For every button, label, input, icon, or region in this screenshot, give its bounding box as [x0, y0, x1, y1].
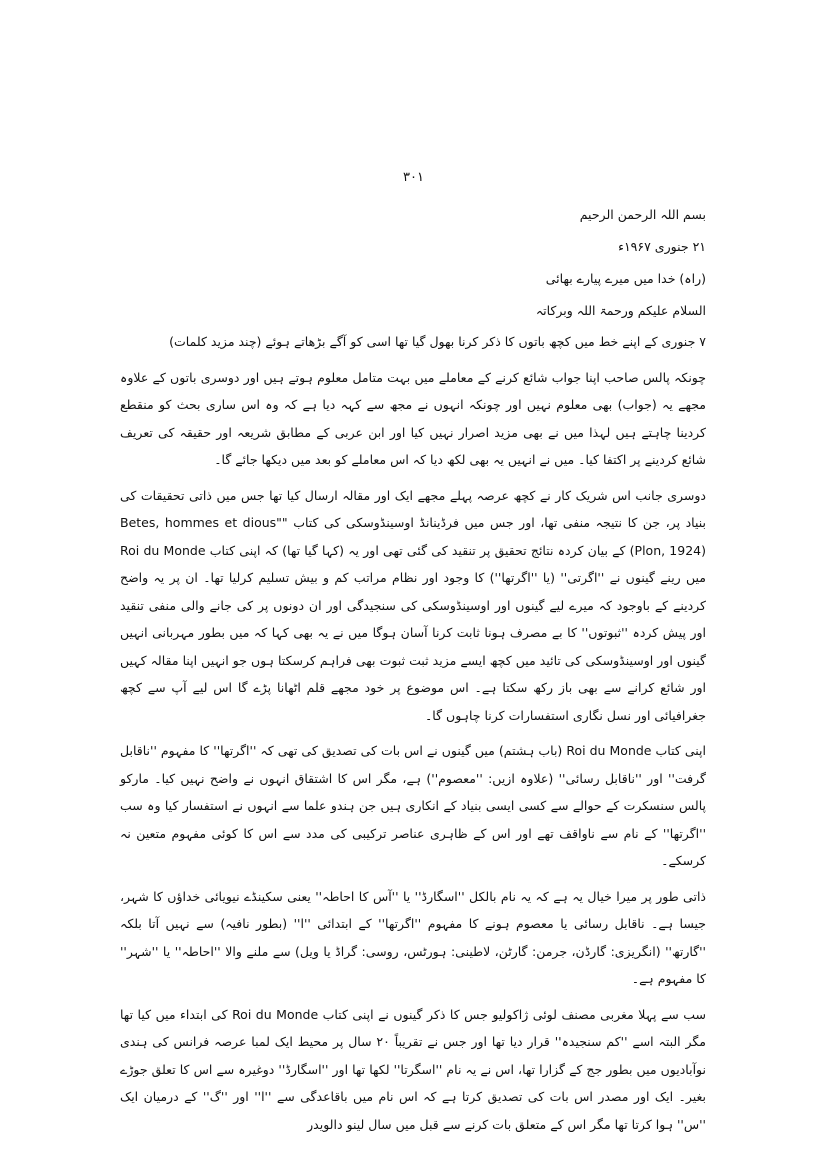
letter-greeting: السلام علیکم ورحمۃ اللہ وبرکاتہ: [535, 303, 706, 318]
paragraph: دوسری جانب اس شریک کار نے کچھ عرصہ پہلے مجھے ایک اور مقالہ ارسال کیا تھا جس میں ذاتی تحقیقات کی بنیاد پر، جن کا نتیجہ منفی تھا، اور جس میں فرڈینانڈ اوسینڈوسکی کی کتاب "Betes, hommes et dious" (Plon, 1924) کے بیان کردہ نتائج تحقیق پر تنقید کی گئی تھی اور یہ (کہا گیا تھا) کہ اپنی کتاب Roi du Monde میں رینے گینوں نے ''اگرتی'' (یا ''اگرتھا'') کا وجود اور نظام مراتب کم و بیش تسلیم کرلیا تھا۔ ان پر یہ واضح کردینے کے باوجود کہ میرے لیے گینوں اور اوسینڈوسکی کی سنجیدگی اور ان دونوں پر کی جانے والی منفی تنقید اور پیش کردہ ''ثبوتوں'' کا بے مصرف ہونا ثابت کرنا آسان ہوگا میں نے یہ بھی کہا کہ میں بطور مہربانی انہیں گینوں اور اوسینڈوسکی کی تائید میں کچھ ایسے مزید ثبت ثبوت بھی فراہم کرسکتا ہوں جو انہیں اپنا مقالہ کہیں اور شائع کرانے سے بھی باز رکھ سکتا ہے۔ اس موضوع پر خود مجھے قلم اٹھانا پڑے گا اس لیے آپ سے کچھ جغرافیائی اور نسل نگاری استفسارات کرنا چاہوں گا۔: [120, 487, 706, 723]
page-number: ۳۰۱: [403, 170, 424, 185]
paragraph: اپنی کتاب Roi du Monde (باب ہشتم) میں گینوں نے اس بات کی تصدیق کی تھی کہ ''اگرتھا'' کا مفہوم ''ناقابل گرفت'' اور ''ناقابل رسائی'' (علاوہ ازیں: ''معصوم'') ہے، مگر اس کا اشتقاق انہوں نے واضح نہیں کیا۔ مارکو پالس سنسکرت کے حوالے سے کسی ایسی بنیاد کے انکاری ہیں جن ہندو علما سے انہوں نے استفسار کیا وہ سب ''اگرتھا'' کے نام سے ناواقف تھے اور اس کے ظاہری عناصر ترکیبی کی مدد سے اس کا کوئی مفہوم متعین نہ کرسکے۔: [120, 743, 707, 868]
paragraph: ذاتی طور پر میرا خیال یہ ہے کہ یہ نام بالکل ''اسگارڈ'' یا ''آس کا احاطہ'' یعنی سکینڈے نیویائی خداؤں کا شہر، جیسا ہے۔ ناقابل رسائی یا معصوم ہونے کا مفہوم ''اگرتھا'' کے ابتدائی ''ا'' (بطور نافیہ) سے نہیں آتا بلکہ ''گارتھ'' (انگریزی: گارڈن، جرمن: گارٹن، لاطینی: ہورٹس، روسی: گراڈ یا ویل) سے ملنے والا ''احاطہ'' یا ''شہر'' کا مفہوم ہے۔: [120, 888, 706, 986]
letter-body: [120, 200, 706, 1146]
paragraph: سب سے پہلا مغربی مصنف لوئی ژاکولیو جس کا ذکر گینوں نے اپنی کتاب Roi du Monde کی ابتداء میں کیا تھا مگر البتہ اسے ''کم سنجیدہ'' قرار دیا تھا اور جس نے تقریباً ۲۰ سال پر محیط ایک لمبا عرصہ فرانس کی ہندی نوآبادیوں میں بطور جج کے گزارا تھا، اس نے یہ نام ''اسگرتا'' لکھا تھا اور ''اسگارڈ'' دوغیرہ سے اس کا تعلق جوڑے بغیر۔ ایک اور مصدر اس بات کی تصدیق کرتا ہے کہ اس نام میں باقاعدگی سے ''ا'' اور ''گ'' کے درمیان ایک ''س'' ہوا کرتا تھا مگر اس کے متعلق بات کرنے سے قبل میں سال لینو دالویدر: [120, 1006, 706, 1132]
bismillah-line: بسم اللہ الرحمن الرحیم: [579, 207, 706, 222]
letter-date: ۲۱ جنوری ۱۹۶۷ء: [618, 239, 706, 254]
paragraph: ۷ جنوری کے اپنے خط میں کچھ باتوں کا ذکر کرنا بھول گیا تھا اسی کو آگے بڑھاتے ہوئے (چند مزید کلمات): [169, 334, 706, 349]
letter-salutation: (راہ) خدا میں میرے پیارے بھائی: [545, 271, 706, 286]
paragraph: چونکہ پالس صاحب اپنا جواب شائع کرنے کے معاملے میں بہت متامل معلوم ہوتے ہیں اور دوسری باتوں کے علاوہ مجھے یہ (جواب) بھی معلوم نہیں اور چونکہ انہوں نے مجھ سے کہہ دیا ہے کہ وہ اس ساری بحث کو منقطع کردینا چاہتے ہیں لہذا میں نے بھی مزید اصرار نہیں کیا اور ابن عربی کے مطابق شریعہ اور حقیقہ کی تعریف شائع کردینے پر اکتفا کیا۔ میں نے انہیں یہ بھی لکھ دیا کہ اس معاملے کو بعد میں دیکھا جائے گا۔: [120, 369, 706, 467]
